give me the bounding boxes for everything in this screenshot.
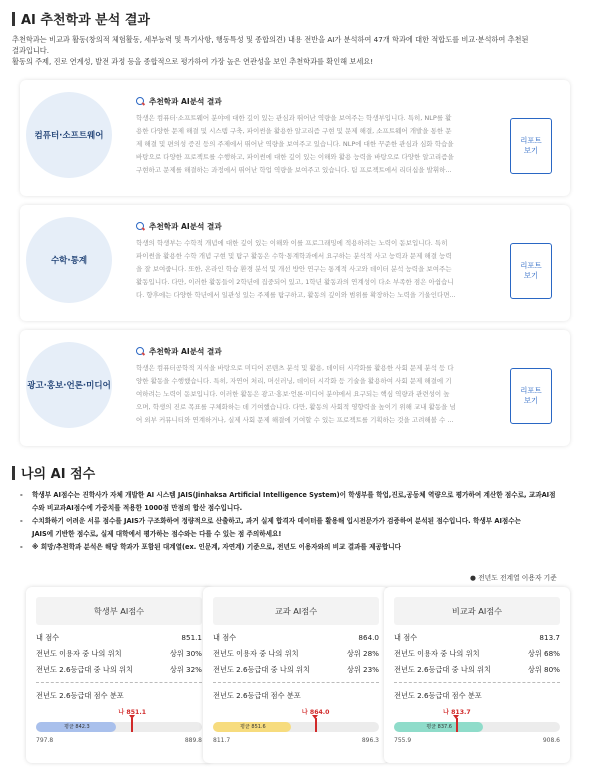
dept-name: 광고·홍보·언론·미디어 (27, 381, 111, 391)
card-head-text: 추천학과 AI분석 결과 (149, 222, 222, 231)
row-value: 상위 32% (169, 665, 202, 674)
rank-row (394, 649, 560, 659)
card-body-line: 학생의 학생부는 수학적 개념에 대한 깊이 있는 이해와 이를 프로그래밍에 적용하려는 노력이 돋보입니다. 특히 (136, 239, 448, 247)
row-value: 864.0 (358, 633, 379, 642)
report-view-label: 리포트 보기 (520, 386, 542, 405)
intro-line: 결과입니다. (12, 46, 50, 55)
distribution-title: 전년도 2.6등급대 점수 분포 (394, 691, 482, 700)
card-body (136, 362, 504, 427)
note-text: JAIS에 기반한 점수로, 실제 대학에서 평가하는 점수와는 다를 수 있는 점 주의하세요! (32, 530, 282, 538)
my-score-marker (315, 718, 317, 732)
score-card-student (26, 587, 212, 763)
report-view-button[interactable] (510, 368, 552, 424)
divider (213, 682, 379, 683)
row-label: 내 점수 (213, 633, 237, 642)
row-value: 상위 30% (169, 649, 202, 658)
card-body-line: 활동입니다. 다만, 이러한 활동들이 2학년에 집중되어 있고, 1학년 활동과의 연계성이 다소 부족한 점은 아쉽습니 (136, 278, 454, 286)
score-card-title: 학생부 AI점수 (36, 597, 202, 625)
note-text: 학생부 AI점수는 진학사가 자체 개발한 AI 시스템 JAIS(Jinhaksa Artificial Intelligence System)이 학생부를 학업,진로,공동체 역량으로 평가하여 계산한 점수로, 교과AI점 (32, 491, 556, 499)
card-head (136, 346, 222, 357)
my-score-row (394, 633, 560, 643)
card-body-line: 양한 활동을 수행했습니다. 특히, 자연어 처리, 머신러닝, 데이터 시각화 등 기술을 활용하여 사회 문제 해결에 기 (136, 377, 452, 385)
report-view-button[interactable] (510, 118, 552, 174)
dist-max: 896.3 (361, 737, 379, 744)
row-label: 내 점수 (36, 633, 60, 642)
section-title-recommend (12, 9, 150, 28)
row-label: 전년도 이용자 중 나의 위치 (36, 649, 122, 658)
dept-badge (26, 92, 112, 178)
distribution-title: 전년도 2.6등급대 점수 분포 (213, 691, 301, 700)
recommend-card-2 (20, 205, 570, 321)
rank-row (36, 665, 202, 675)
dist-max: 889.8 (184, 737, 202, 744)
rank-row (213, 665, 379, 675)
my-score-row (213, 633, 379, 643)
intro-line: 추천학과는 비교과 활동(창의적 체험활동, 세부능력 및 특기사항, 행동특성 및 종합의견) 내용 전반을 AI가 분석하여 47개 학과에 대한 적합도를 비교·분석하여 추천된 (12, 35, 529, 44)
dist-min: 797.8 (36, 737, 54, 744)
row-label: 내 점수 (394, 633, 418, 642)
card-body-line: 구현하고 문제를 해결하는 과정에서 뛰어난 학업 역량을 보여주고 있습니다. 팀 프로젝트에서 리더십을 발휘하... (136, 166, 452, 174)
row-label: 전년도 이용자 중 나의 위치 (394, 649, 480, 658)
rank-row (394, 665, 560, 675)
report-view-label: 리포트 보기 (520, 136, 542, 155)
card-body-line: 을 잘 보여줍니다. 또한, 온라인 학습 환경 분석 및 개선 방안 연구는 통계적 사고와 데이터 분석 능력을 보여주는 (136, 265, 452, 273)
score-card-title: 비교과 AI점수 (394, 597, 560, 625)
my-score-label: 나 851.1 (118, 709, 147, 716)
my-score-label: 나 813.7 (442, 709, 471, 716)
row-label: 전년도 2.6등급대 중 나의 위치 (36, 665, 133, 674)
note-text: ※ 희망/추천학과 분석은 해당 학과가 포함된 대계열(ex. 인문계, 자연계) 기준으로, 전년도 이용자와의 비교 결과를 제공합니다 (32, 543, 401, 551)
section-title-ai-score (12, 463, 95, 482)
title-bar (12, 12, 15, 26)
score-card-extracurricular (384, 587, 570, 763)
divider (394, 682, 560, 683)
dept-badge (26, 342, 112, 428)
card-body (136, 112, 504, 177)
average-label: 평균 842.3 (64, 724, 90, 730)
row-value: 851.1 (181, 633, 202, 642)
note-item: - 수치화하기 어려운 서류 점수를 JAIS가 구조화하여 정량적으로 산출하고, 과거 실제 합격자 데이터를 활용해 입시전문가가 검증하여 분석된 점수입니다. 학생부 AI점수는 (20, 515, 575, 528)
distribution-bar (394, 709, 560, 747)
rank-row (213, 649, 379, 659)
dept-badge (26, 217, 112, 303)
recommend-card-1 (20, 80, 570, 196)
row-label: 전년도 이용자 중 나의 위치 (213, 649, 299, 658)
row-value: 상위 28% (346, 649, 379, 658)
card-body-line: 바탕으로 다양한 프로젝트를 수행하고, 파이썬에 대한 깊이 있는 이해와 활용 능력을 바탕으로 다양한 알고리즘을 (136, 153, 454, 161)
distribution-bar (36, 709, 202, 747)
dist-min: 811.7 (213, 737, 231, 744)
card-body-line: 학생은 컴퓨터공학적 지식을 바탕으로 미디어 콘텐츠 분석 및 활용, 데이터 시각화를 활용한 사회 문제 분석 등 다 (136, 364, 454, 372)
divider (36, 682, 202, 683)
note-text: 수치화하기 어려운 서류 점수를 JAIS가 구조화하여 정량적으로 산출하고, 과거 실제 합격자 데이터를 활용해 입시전문가가 검증하여 분석된 점수입니다. 학생부 AI점수는 (32, 517, 522, 525)
distribution-title: 전년도 2.6등급대 점수 분포 (36, 691, 124, 700)
score-card-subject (203, 587, 389, 763)
section-title-text: 나의 AI 점수 (21, 467, 96, 482)
my-score-row (36, 633, 202, 643)
card-head (136, 96, 222, 107)
section-title-text: AI 추천학과 분석 결과 (21, 13, 150, 28)
score-notes (20, 489, 575, 554)
row-label: 전년도 2.6등급대 중 나의 위치 (213, 665, 310, 674)
dist-min: 755.9 (394, 737, 412, 744)
distribution-bar (213, 709, 379, 747)
intro-text (12, 34, 578, 67)
row-value: 813.7 (539, 633, 560, 642)
card-body-line: 용한 다양한 문제 해결 및 시스템 구축, 파이썬을 활용한 알고리즘 구현 및 문제 해결, 소프트웨어 개발을 통한 문 (136, 127, 452, 135)
card-body-line: 어 외부 커뮤니티와 연계하거나, 실제 사회 문제 해결에 기여할 수 있는 프로젝트를 기획하는 것을 고려해볼 수 ... (136, 416, 454, 424)
report-view-label: 리포트 보기 (520, 261, 542, 280)
my-score-marker (131, 718, 133, 732)
recommend-card-3 (20, 330, 570, 446)
note-text: 수와 비교과AI점수에 가중치를 적용한 1000점 만점의 합산 점수입니다. (32, 504, 243, 512)
card-body-line: 파이썬을 활용한 수학 개념 구현 및 탐구 활동은 수학·통계학과에서 요구하는 분석적 사고 능력과 문제 해결 능력 (136, 252, 452, 260)
footnote: ● 전년도 전계열 이용자 기준 (470, 574, 557, 582)
average-label: 평균 851.6 (240, 724, 266, 730)
search-icon (136, 347, 145, 356)
note-item: - ※ 희망/추천학과 분석은 해당 학과가 포함된 대계열(ex. 인문계, 자연계) 기준으로, 전년도 이용자와의 비교 결과를 제공합니다 (20, 541, 575, 554)
card-head-text: 추천학과 AI분석 결과 (149, 347, 222, 356)
search-icon (136, 222, 145, 231)
title-bar (12, 466, 15, 480)
card-body (136, 237, 504, 302)
rank-row (36, 649, 202, 659)
my-score-marker (456, 718, 458, 732)
card-head-text: 추천학과 AI분석 결과 (149, 97, 222, 106)
dept-name: 컴퓨터·소프트웨어 (34, 131, 104, 141)
card-body-line: 학생은 컴퓨터·소프트웨어 분야에 대한 깊이 있는 관심과 뛰어난 역량을 보여주는 학생부입니다. 특히, NLP를 활 (136, 114, 452, 122)
card-body-line: 으며, 학생의 진로 목표를 구체화하는 데 기여했습니다. 다만, 활동의 사회적 영향력을 높이기 위해 교내 활동을 넘 (136, 403, 456, 411)
dist-max: 908.6 (542, 737, 560, 744)
row-value: 상위 68% (527, 649, 560, 658)
score-card-title: 교과 AI점수 (213, 597, 379, 625)
row-label: 전년도 2.6등급대 중 나의 위치 (394, 665, 491, 674)
intro-line: 활동의 주제, 진로 연계성, 발전 과정 등을 종합적으로 평가하여 가장 높은 연관성을 보인 추천학과를 확인해 보세요! (12, 57, 374, 66)
card-body-line: 다. 향후에는 다양한 학년에서 일관성 있는 주제를 탐구하고, 활동의 깊이와 범위를 확장하는 노력을 기울인다면... (136, 291, 456, 299)
card-body-line: 제 해결 및 편의성 증진 등의 주제에서 뛰어난 역량을 보여주고 있습니다. NLP에 대한 꾸준한 관심과 심화 학습을 (136, 140, 454, 148)
my-score-label: 나 864.0 (301, 709, 330, 716)
row-value: 상위 80% (527, 665, 560, 674)
card-head (136, 221, 222, 232)
search-icon (136, 97, 145, 106)
average-label: 평균 837.6 (426, 724, 452, 730)
dept-name: 수학·통계 (50, 256, 88, 266)
card-body-line: 여하려는 노력이 돋보입니다. 이러한 활동은 광고·홍보·언론·미디어 분야에서 요구되는 핵심 역량과 관련성이 높 (136, 390, 450, 398)
row-value: 상위 23% (346, 665, 379, 674)
note-item: - 학생부 AI점수는 진학사가 자체 개발한 AI 시스템 JAIS(Jinhaksa Artificial Intelligence System)이 학생부를 학업,진로,공동체 역량으로 평가하여 계산한 점수로, 교과AI점 (20, 489, 575, 502)
report-view-button[interactable] (510, 243, 552, 299)
